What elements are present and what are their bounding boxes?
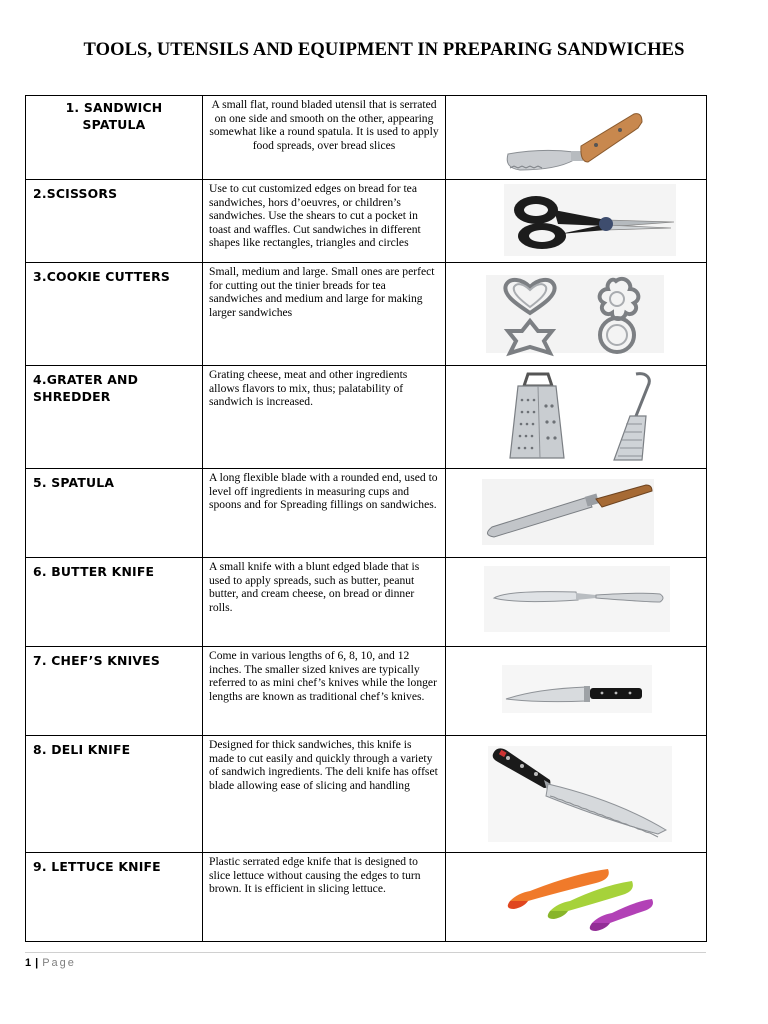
tool-description: A small knife with a blunt edged blade that is used to apply spreads, such as butter, peanut butter, and cream cheese, on bread or dinner rolls. [209,560,420,614]
tool-image-cell [446,263,707,366]
tool-image-cell [446,469,707,558]
tool-name: 4.GRATER AND SHREDDER [33,372,139,404]
tool-description: Plastic serrated edge knife that is designed to slice lettuce without causing the edges to turn brown. It is efficient in slicing lettuce. [209,855,421,896]
tool-name: 2.SCISSORS [33,186,118,201]
tool-description: Come in various lengths of 6, 8, 10, and 12 inches. The smaller sized knives are typically referred to as mini chef’s knives while the longer lengths are known as traditional chef’s knives. [209,649,437,703]
tool-image-cell [446,558,707,647]
tool-name-cell [26,96,203,180]
tool-description: Use to cut customized edges on bread for tea sandwiches, hors d’oeuvres, or children’s sandwiches. Use the shears to cut a pocket in toast and waffles. Cut sandwiches in different shapes like rectangles, triangles and circles [209,182,421,250]
tool-name-cell [26,263,203,366]
tool-description: A long flexible blade with a rounded end, used to level off ingredients in measuring cups and spoons and for Spreading fillings on sandwiches. [209,471,438,512]
tool-description: Grating cheese, meat and other ingredients allows flavors to mix, thus; palatability of sandwich is increased. [209,368,408,409]
tool-name: 7. CHEF’S KNIVES [33,653,160,668]
tool-description-cell [203,853,446,942]
tool-name-cell [26,558,203,647]
tool-description: Small, medium and large. Small ones are perfect for cutting out the tinier breads for tea sandwiches and medium and large for making larger sandwiches [209,265,435,319]
footer-separator: | [35,957,39,969]
tool-name-cell [26,180,203,263]
table-row [26,853,707,942]
tool-image-cell [446,180,707,263]
tool-name: 3.COOKIE CUTTERS [33,269,170,284]
page-label: Page [42,957,76,969]
tool-description-cell [203,647,446,736]
tool-image-cell [446,96,707,180]
tool-name-cell [26,469,203,558]
tool-description-cell [203,263,446,366]
footer-divider [25,952,706,953]
table-row [26,736,707,853]
table-row [26,366,707,469]
table-row [26,263,707,366]
tool-name: 6. BUTTER KNIFE [33,564,155,579]
tool-name-cell [26,853,203,942]
tool-image-cell [446,736,707,853]
table-row [26,180,707,263]
tool-description-cell [203,96,446,180]
tool-description-cell [203,558,446,647]
page-title: TOOLS, UTENSILS AND EQUIPMENT IN PREPARING SANDWICHES [83,40,685,60]
tool-name-cell [26,647,203,736]
table-row [26,469,707,558]
tool-image-cell [446,853,707,942]
tool-image-cell [446,647,707,736]
tool-name: 9. LETTUCE KNIFE [33,859,161,874]
page-footer [25,957,76,969]
tools-table [25,95,707,942]
table-row [26,96,707,180]
tool-name-cell [26,366,203,469]
tool-description-cell [203,736,446,853]
tool-description: Designed for thick sandwiches, this knife is made to cut easily and quickly through a variety of sandwich ingredients. The deli knife has offset blade allowing ease of slicing and handling [209,738,438,792]
table-row [26,558,707,647]
tool-description: A small flat, round bladed utensil that is serrated on one side and smooth on the other, appearing somewhat like a round spatula. It is used to apply food spreads, over bread slices [209,98,439,152]
tool-description-cell [203,366,446,469]
tool-name-cell [26,736,203,853]
tool-name: 8. DELI KNIFE [33,742,131,757]
tool-name: 1. SANDWICH SPATULA [65,100,163,132]
tool-description-cell [203,469,446,558]
page-number: 1 [25,957,32,969]
table-row [26,647,707,736]
tool-description-cell [203,180,446,263]
tool-name: 5. SPATULA [33,475,115,490]
tool-image-cell [446,366,707,469]
